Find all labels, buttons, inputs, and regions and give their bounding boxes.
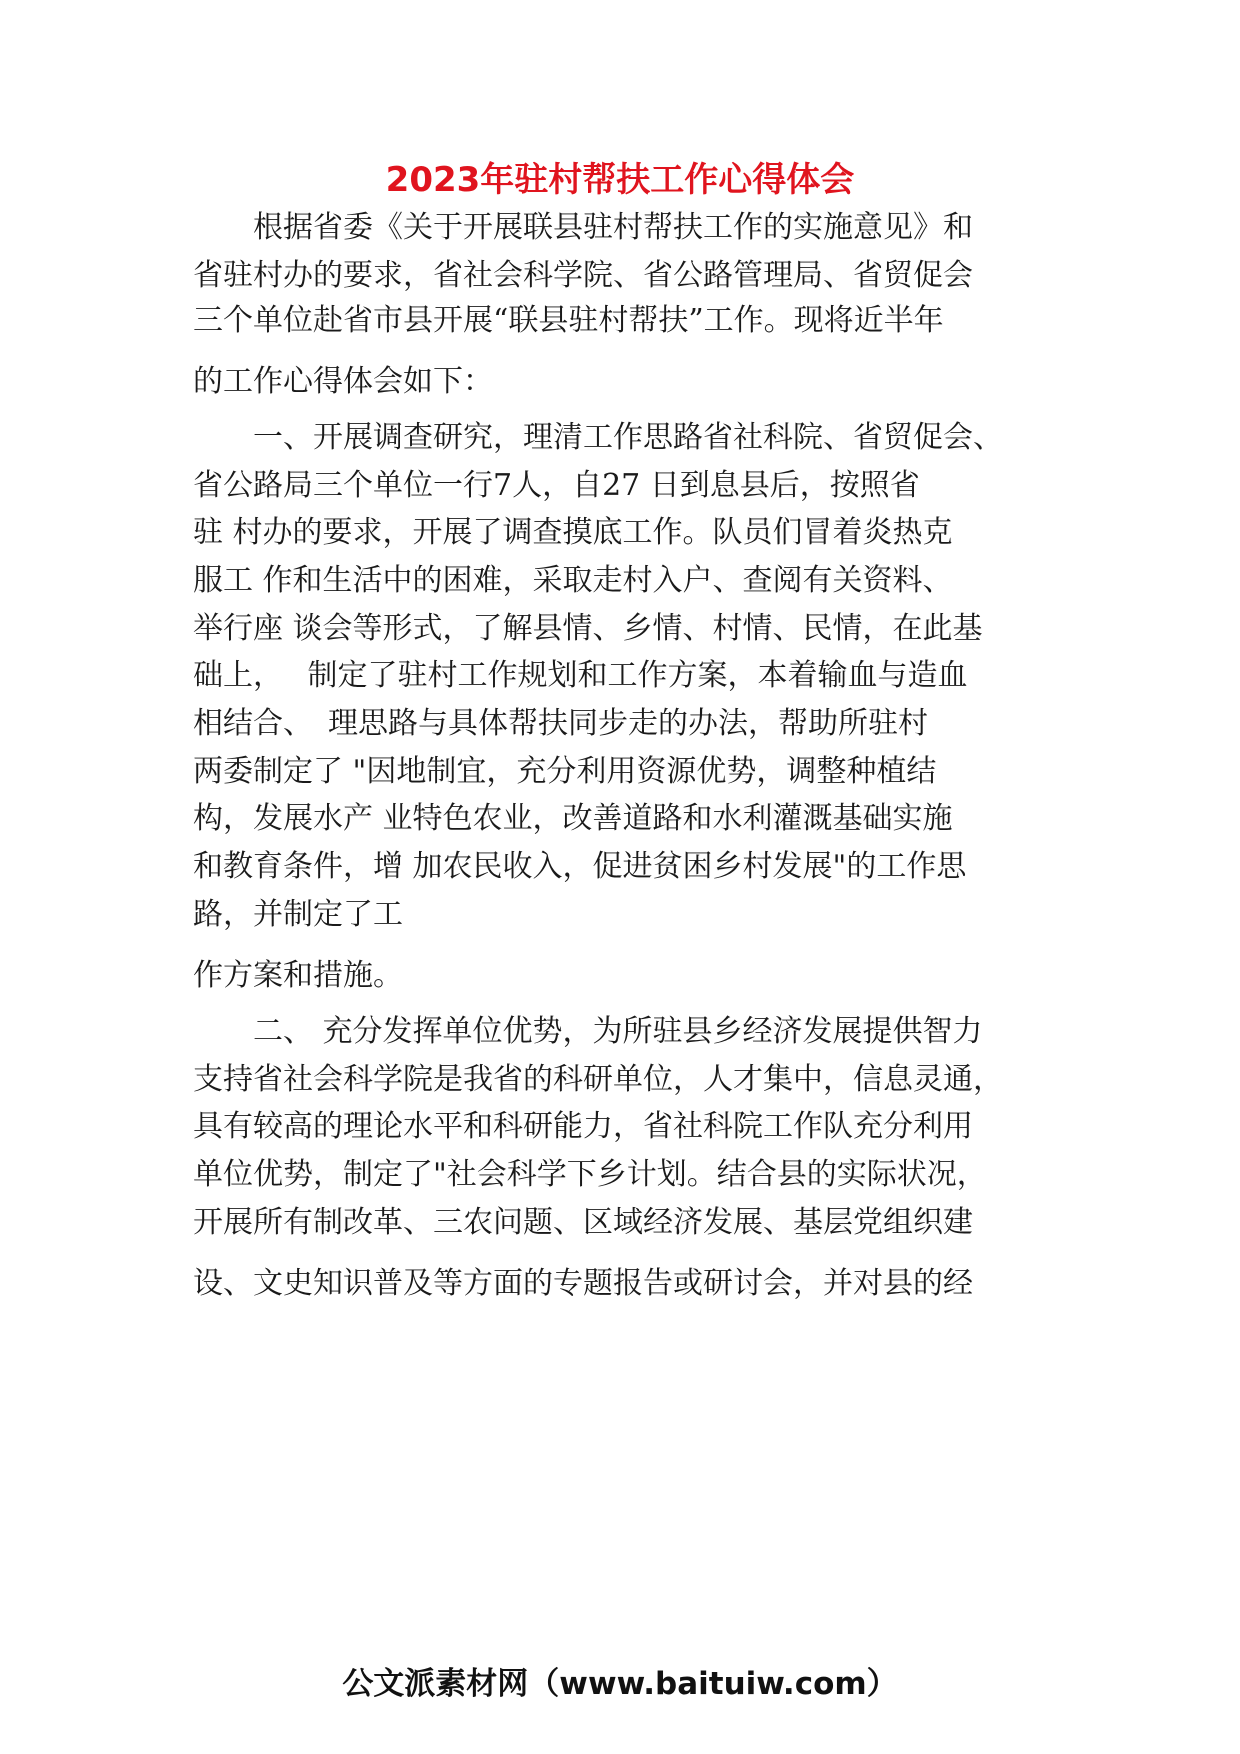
body-line: 开展所有制改革、三农问题、区域经济发展、基层党组织建 [193, 1205, 973, 1240]
body-line: 和教育条件，增 加农民收入，促进贫困乡村发展"的工作思 [193, 849, 967, 884]
document-title: 2023年驻村帮扶工作心得体会 [385, 160, 855, 200]
body-line: 支持省社会科学院是我省的科研单位，人才集中，信息灵通， [193, 1062, 1003, 1097]
body-line: 的工作心得体会如下： [193, 364, 493, 399]
body-line: 构，发展水产 业特色农业，改善道路和水利灌溉基础实施 [193, 801, 953, 836]
body-line: 础上， 制定了驻村工作规划和工作方案，本着输血与造血 [193, 658, 968, 693]
footer-watermark: 公文派素材网（www.baituiw.com） [342, 1666, 898, 1702]
body-line: 一、开展调查研究，理清工作思路省社科院、省贸促会、 [193, 420, 1003, 455]
body-line: 设、文史知识普及等方面的专题报告或研讨会，并对县的经 [193, 1266, 973, 1301]
body-line: 路，并制定了工 [193, 897, 403, 932]
body-line: 单位优势，制定了"社会科学下乡计划。结合县的实际状况， [193, 1157, 987, 1192]
body-line: 驻 村办的要求，开展了调查摸底工作。队员们冒着炎热克 [193, 515, 953, 550]
body-line: 根据省委《关于开展联县驻村帮扶工作的实施意见》和 [193, 210, 973, 245]
body-line: 省驻村办的要求，省社会科学院、省公路管理局、省贸促会 [193, 258, 973, 293]
body-line: 服工 作和生活中的困难，采取走村入户、查阅有关资料、 [193, 563, 953, 598]
body-line: 作方案和措施。 [193, 958, 403, 993]
body-line: 二、 充分发挥单位优势，为所驻县乡经济发展提供智力 [193, 1014, 983, 1049]
body-line: 具有较高的理论水平和科研能力，省社科院工作队充分利用 [193, 1109, 973, 1144]
body-line: 省公路局三个单位一行7人，自27 日到息县后，按照省 [193, 468, 920, 503]
body-line: 三个单位赴省市县开展“联县驻村帮扶”工作。现将近半年 [193, 303, 944, 338]
body-line: 两委制定了 "因地制宜，充分利用资源优势，调整种植结 [193, 754, 937, 789]
body-line: 举行座 谈会等形式，了解县情、乡情、村情、民情，在此基 [193, 611, 983, 646]
body-line: 相结合、 理思路与具体帮扶同步走的办法，帮助所驻村 [193, 706, 928, 741]
